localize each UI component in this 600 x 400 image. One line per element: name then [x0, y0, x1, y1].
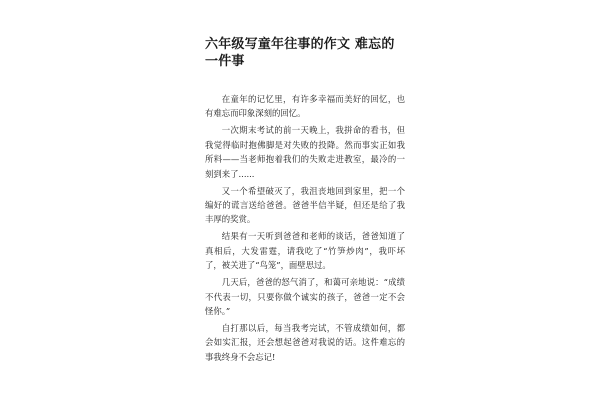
paragraph-2: 一次期末考试的前一天晚上，我拼命的看书，但我觉得临时抱佛脚是对失败的投降。然而事实正如我所料——当老师抱着我们的失败走进教室，最冷的一刻到来了......: [205, 125, 405, 179]
paragraph-5: 几天后，爸爸的怒气消了，和蔼可亲地说：“成绩不代表一切，只要你做个诚实的孩子，爸爸一定不会怪你。”: [205, 277, 405, 317]
paragraph-3: 又一个希望破灭了，我沮丧地回到家里，把一个编好的谎言送给爸爸。爸爸半信半疑，但还是给了我丰厚的奖赏。: [205, 185, 405, 225]
paragraph-6: 自打那以后，每当我考完试，不管成绩如何，都会如实汇报，还会想起爸爸对我说的话。这件难忘的事我终身不会忘记!: [205, 323, 405, 362]
paragraph-4: 结果有一天听到爸爸和老师的谈话，爸爸知道了真相后，大发雷霆，请我吃了“竹笋炒肉”，我吓坏了，被关进了“鸟笼”，面壁思过。: [205, 231, 405, 271]
article-title: 六年级写童年往事的作文 难忘的一件事: [205, 37, 395, 69]
paragraph-1: 在童年的记忆里，有许多幸福而美好的回忆，也有难忘而印象深刻的回忆。: [205, 94, 405, 119]
article: [205, 36, 405, 367]
